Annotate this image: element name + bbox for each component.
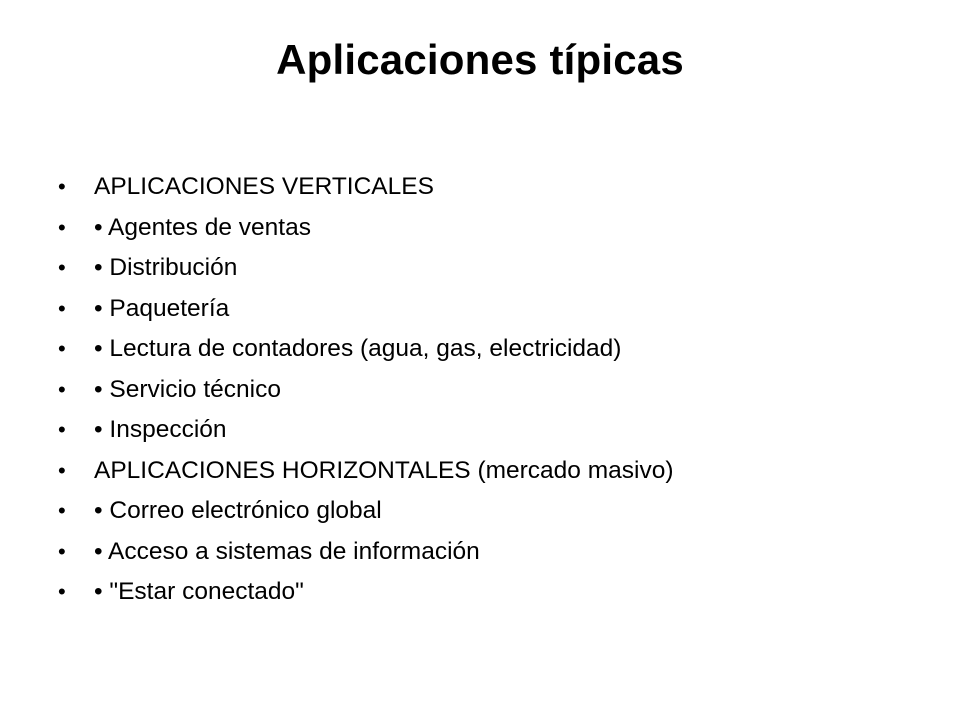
bullet-marker: • <box>58 295 66 321</box>
list-item <box>58 491 918 532</box>
list-item-text: • Lectura de contadores (agua, gas, electricidad) <box>94 335 622 362</box>
bullet-marker: • <box>58 579 66 604</box>
list-item-text: • "Estar conectado" <box>94 578 304 605</box>
bullet-marker: • <box>58 174 66 199</box>
bullet-marker: • <box>58 255 66 280</box>
list-item <box>58 572 918 613</box>
slide-title: Aplicaciones típicas <box>276 36 684 83</box>
list-item-text: • Paquetería <box>94 294 230 322</box>
list-item <box>58 370 918 411</box>
list-item <box>58 208 918 249</box>
list-item-text: • Servicio técnico <box>94 375 281 403</box>
list-item <box>58 451 918 492</box>
list-item-text: • Agentes de ventas <box>94 213 311 241</box>
list-item <box>58 289 918 330</box>
bullet-list <box>58 167 918 613</box>
bullet-marker: • <box>58 417 66 442</box>
list-item-text: • Distribución <box>94 254 238 281</box>
list-item <box>58 329 918 370</box>
list-item-text: APLICACIONES HORIZONTALES (mercado masivo) <box>94 456 674 484</box>
list-item-text: APLICACIONES VERTICALES <box>94 173 434 200</box>
list-item-text: • Correo electrónico global <box>94 497 382 524</box>
bullet-marker: • <box>58 538 66 564</box>
list-item <box>58 248 918 289</box>
list-item <box>58 532 918 573</box>
list-item <box>58 167 918 208</box>
bullet-marker: • <box>58 498 66 523</box>
bullet-marker: • <box>58 336 66 361</box>
bullet-marker: • <box>58 214 66 240</box>
list-item <box>58 410 918 451</box>
list-item-text: • Inspección <box>94 416 227 443</box>
bullet-marker: • <box>58 457 66 483</box>
bullet-marker: • <box>58 376 66 402</box>
list-item-text: • Acceso a sistemas de información <box>94 537 480 565</box>
